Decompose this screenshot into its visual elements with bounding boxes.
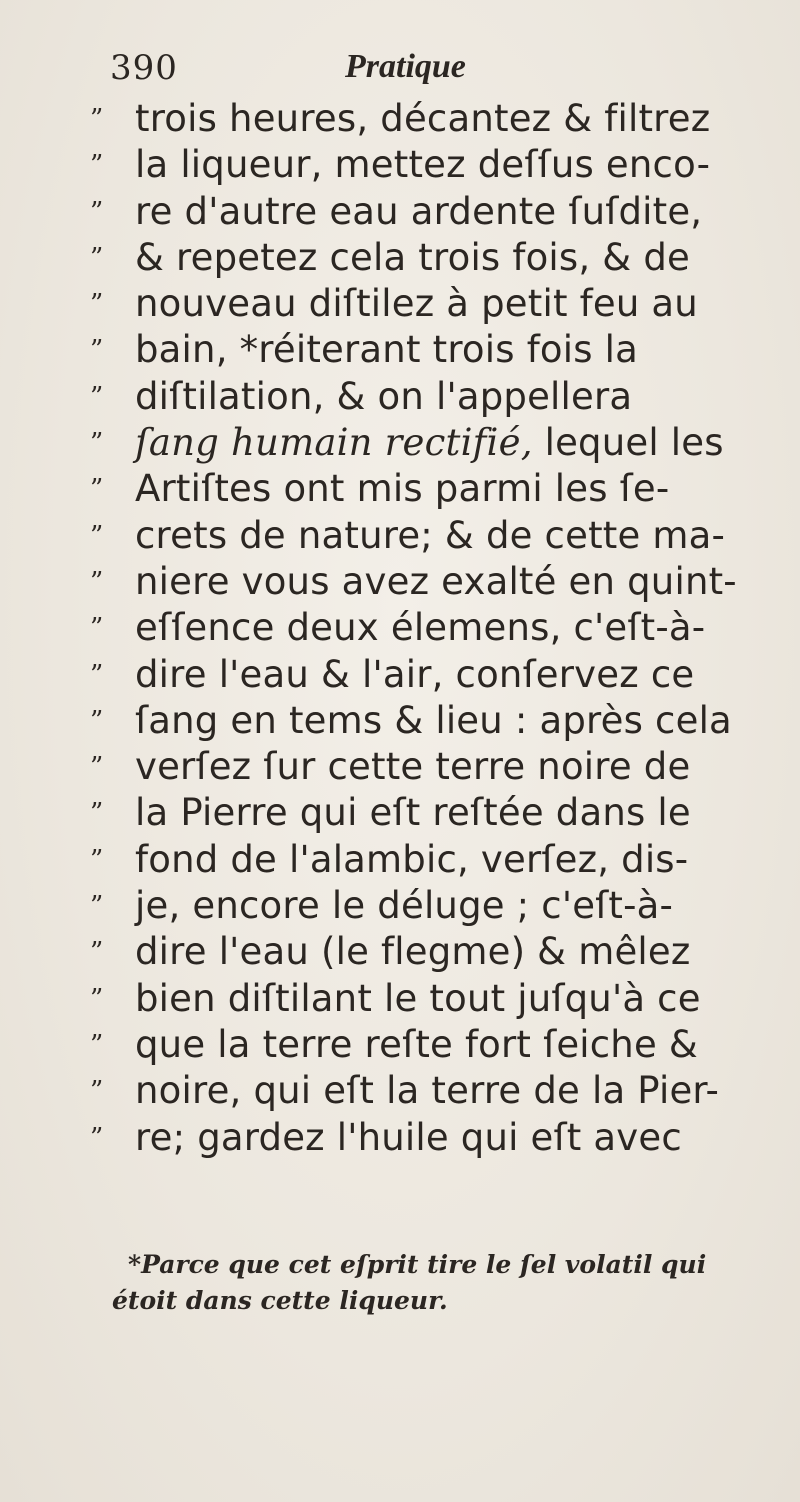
quotation-mark: ” (90, 983, 104, 1014)
line-text: la Pierre qui eſt reſtée dans le (135, 791, 691, 835)
footnote (112, 1247, 768, 1319)
text-line (90, 513, 780, 559)
quotation-mark: ” (90, 335, 104, 366)
text-line (90, 1022, 780, 1068)
text-line (90, 605, 780, 651)
line-text: fond de l'alambic, verſez, dis- (135, 837, 689, 881)
quotation-mark: ” (90, 937, 104, 968)
line-text: eſſence deux élemens, c'eſt-à- (135, 606, 706, 650)
quotation-mark: ” (90, 1029, 104, 1060)
text-line (90, 96, 780, 142)
line-text: re d'autre eau ardente ſuſdite, (135, 189, 703, 233)
line-text: verſez ſur cette terre noire de (135, 745, 691, 789)
quotation-mark: ” (90, 381, 104, 412)
line-text: niere vous avez exalté en quint- (135, 559, 737, 603)
quotation-mark: ” (90, 196, 104, 227)
text-line (90, 976, 780, 1022)
quotation-mark: ” (90, 474, 104, 505)
quotation-mark: ” (90, 242, 104, 273)
text-line (90, 189, 780, 235)
line-text: diſtilation, & on l'appellera (135, 374, 633, 418)
text-line (90, 1068, 780, 1114)
text-line (90, 235, 780, 281)
text-line (90, 142, 780, 188)
quotation-mark: ” (90, 150, 104, 181)
line-text: la liqueur, mettez deſſus enco- (135, 143, 711, 187)
line-text: dire l'eau (le flegme) & mêlez (135, 930, 691, 974)
quotation-mark: ” (90, 289, 104, 320)
text-line (90, 1115, 780, 1161)
line-text: Artiſtes ont mis parmi les ſe- (135, 467, 670, 511)
line-text-rest: lequel les (532, 421, 724, 465)
line-text: re; gardez l'huile qui eſt avec (135, 1115, 682, 1159)
line-text: je, encore le déluge ; c'eſt-à- (135, 884, 674, 928)
line-text: nouveau diſtilez à petit feu au (135, 282, 698, 326)
text-line (90, 837, 780, 883)
line-text: noire, qui eſt la terre de la Pier- (135, 1069, 720, 1113)
text-line (90, 744, 780, 790)
footnote-line: *Parce que cet eſprit tire le ſel volatil qui (128, 1250, 707, 1279)
line-text: & repetez cela trois fois, & de (135, 235, 690, 279)
text-line (90, 790, 780, 836)
line-text: bien diſtilant le tout juſqu'à ce (135, 976, 701, 1020)
text-line (90, 929, 780, 975)
quotation-mark: ” (90, 613, 104, 644)
quotation-mark: ” (90, 1076, 104, 1107)
text-line (90, 466, 780, 512)
text-line (90, 652, 780, 698)
page-header (110, 48, 750, 98)
text-line (90, 327, 780, 373)
quotation-mark: ” (90, 104, 104, 134)
italic-phrase: ſang humain rectifié, (135, 421, 533, 465)
text-line (90, 374, 780, 420)
quotation-mark: ” (90, 891, 104, 922)
quotation-mark: ” (90, 428, 104, 459)
quotation-mark: ” (90, 798, 104, 829)
running-title: Pratique (345, 48, 466, 85)
line-text: trois heures, décantez & filtrez (135, 97, 711, 140)
quotation-mark: ” (90, 752, 104, 783)
line-text: ſang en tems & lieu : après cela (135, 698, 732, 742)
footnote-line: étoit dans cette liqueur. (112, 1286, 448, 1315)
text-line (90, 281, 780, 327)
quotation-mark: ” (90, 566, 104, 597)
quotation-mark: ” (90, 659, 104, 690)
quotation-mark: ” (90, 520, 104, 551)
text-line (90, 883, 780, 929)
line-text: que la terre reſte fort ſeiche & (135, 1022, 698, 1066)
text-line (90, 559, 780, 605)
body-text (90, 96, 780, 1161)
line-text: bain, *réiterant trois fois la (135, 328, 639, 372)
line-text (135, 420, 724, 466)
quotation-mark: ” (90, 1122, 104, 1153)
text-line (90, 420, 780, 466)
page-number: 390 (110, 48, 178, 88)
quotation-mark: ” (90, 844, 104, 875)
quotation-mark: ” (90, 705, 104, 736)
text-line (90, 698, 780, 744)
line-text: dire l'eau & l'air, conſervez ce (135, 652, 695, 696)
line-text: crets de nature; & de cette ma- (135, 513, 726, 557)
